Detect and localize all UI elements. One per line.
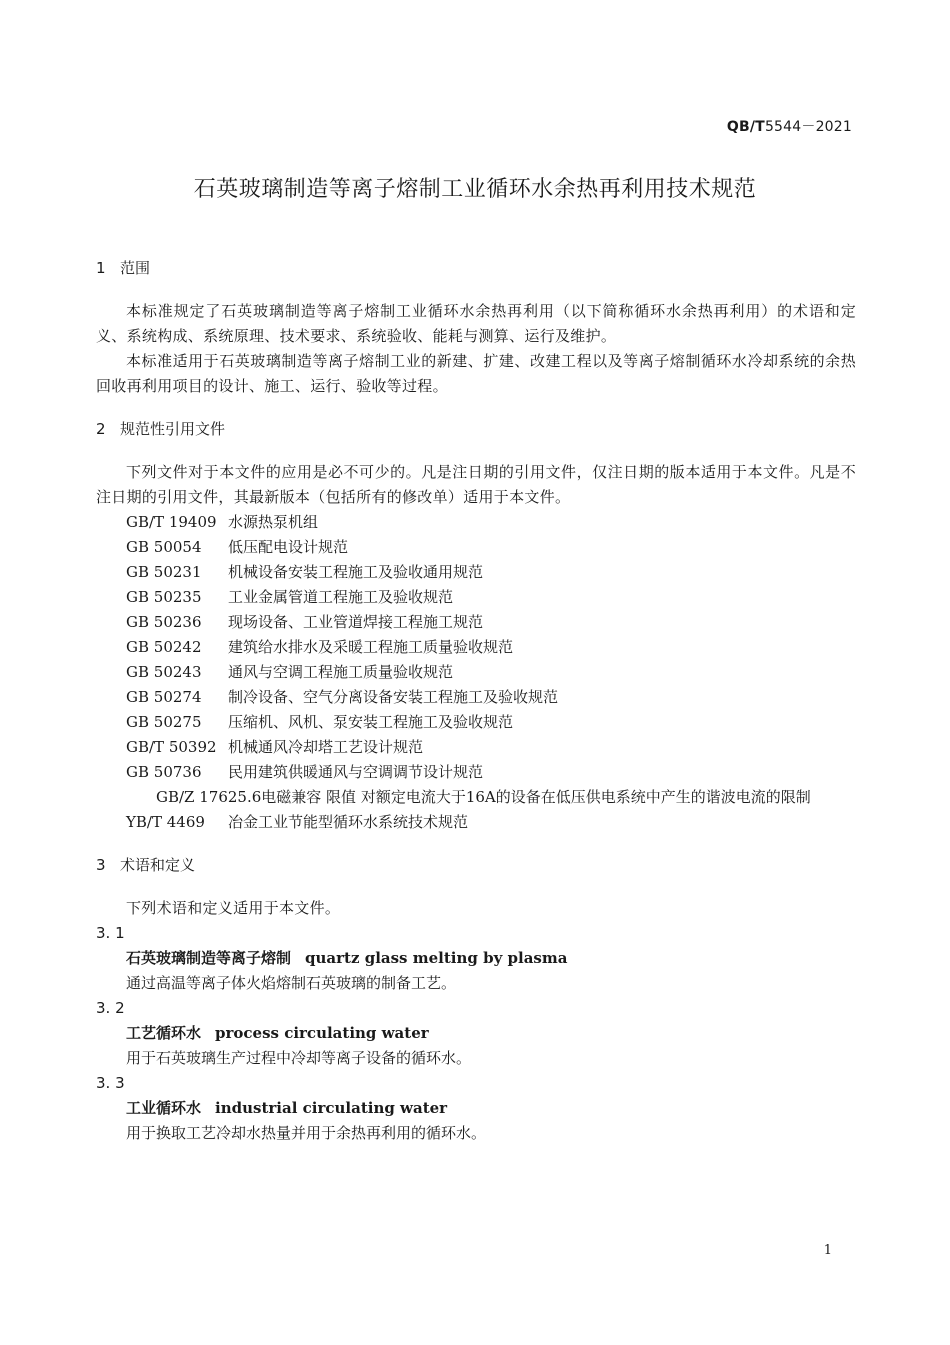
section-heading-normative-references [96,417,856,442]
reference-title: 冶金工业节能型循环水系统技术规范 [228,813,469,831]
scope-paragraph: 本标准适用于石英玻璃制造等离子熔制工业的新建、扩建、改建工程以及等离子熔制循环水冷却系统的余热回收再利用项目的设计、施工、运行、验收等过程。 [96,352,856,395]
term-name [96,1096,856,1121]
standard-code-prefix: QB/T [726,119,765,135]
reference-title: 压缩机、风机、泵安装工程施工及验收规范 [228,713,514,731]
reference-code: GB/T 50392 [126,738,217,756]
reference-code: GB 50274 [126,688,202,706]
section-number: 2 [96,420,106,438]
reference-code: YB/T 4469 [126,813,205,831]
reference-item [96,735,856,760]
reference-code: GB 50275 [126,713,202,731]
term-name-zh: 石英玻璃制造等离子熔制 [126,949,292,967]
term-name-zh: 工业循环水 [126,1099,202,1117]
reference-code: GB 50242 [126,638,202,656]
term-name [96,946,856,971]
reference-item [96,710,856,735]
reference-code: GB 50736 [126,763,202,781]
terms-intro: 下列术语和定义适用于本文件。 [126,899,341,917]
reference-list [96,510,856,835]
reference-item [96,685,856,710]
term-name-en: quartz glass melting by plasma [305,949,568,967]
scope-paragraph: 本标准规定了石英玻璃制造等离子熔制工业循环水余热再利用（以下简称循环水余热再利用）的术语和定义、系统构成、系统原理、技术要求、系统验收、能耗与测算、运行及维护。 [96,302,856,345]
document-body [96,256,856,1146]
reference-title: 制冷设备、空气分离设备安装工程施工及验收规范 [228,688,559,706]
reference-item [96,585,856,610]
reference-item [96,810,856,835]
reference-title: 建筑给水排水及采暖工程施工质量验收规范 [228,638,514,656]
section-number: 1 [96,259,106,277]
section-title: 术语和定义 [120,856,196,874]
page-number: 1 [823,1243,832,1258]
term-name [96,1021,856,1046]
reference-item [96,760,856,785]
reference-code: GB 50231 [126,563,202,581]
term-number: 3. 2 [96,999,125,1017]
reference-code: GB 50235 [126,588,202,606]
term-name-en: process circulating water [215,1024,429,1042]
reference-title: 电磁兼容 限值 对额定电流大于16A的设备在低压供电系统中产生的谐波电流的限制 [261,788,811,806]
reference-item [96,660,856,685]
reference-title: 机械设备安装工程施工及验收通用规范 [228,563,484,581]
references-intro: 下列文件对于本文件的应用是必不可少的。凡是注日期的引用文件，仅注日期的版本适用于本文件。凡是不注日期的引用文件，其最新版本（包括所有的修改单）适用于本文件。 [96,463,856,506]
reference-item [96,785,856,810]
section-title: 规范性引用文件 [120,420,226,438]
reference-code: GB/Z 17625.6 [156,788,262,806]
reference-item [96,635,856,660]
term-name-en: industrial circulating water [215,1099,448,1117]
reference-title: 通风与空调工程施工质量验收规范 [228,663,454,681]
section-number: 3 [96,856,106,874]
reference-title: 工业金属管道工程施工及验收规范 [228,588,454,606]
term-number: 3. 3 [96,1074,125,1092]
section-title: 范围 [120,259,151,277]
reference-title: 低压配电设计规范 [228,538,349,556]
reference-item [96,510,856,535]
term-definition: 通过高温等离子体火焰熔制石英玻璃的制备工艺。 [126,974,457,992]
term-definition: 用于石英玻璃生产过程中冷却等离子设备的循环水。 [126,1049,472,1067]
document-title: 石英玻璃制造等离子熔制工业循环水余热再利用技术规范 [193,177,757,202]
reference-code: GB 50243 [126,663,202,681]
standard-code-number: 5544－2021 [764,119,852,135]
reference-code: GB 50236 [126,613,202,631]
reference-item [96,535,856,560]
term-number: 3. 1 [96,924,125,942]
reference-item [96,560,856,585]
reference-item [96,610,856,635]
section-heading-scope [96,256,856,281]
standard-code [727,116,852,136]
term-definition: 用于换取工艺冷却水热量并用于余热再利用的循环水。 [126,1124,487,1142]
term-name-zh: 工艺循环水 [126,1024,202,1042]
reference-code: GB/T 19409 [126,513,217,531]
reference-title: 机械通风冷却塔工艺设计规范 [228,738,424,756]
reference-code: GB 50054 [126,538,202,556]
reference-title: 现场设备、工业管道焊接工程施工规范 [228,613,484,631]
reference-title: 民用建筑供暖通风与空调调节设计规范 [228,763,484,781]
section-heading-terms-and-definitions [96,853,856,878]
reference-title: 水源热泵机组 [228,513,319,531]
